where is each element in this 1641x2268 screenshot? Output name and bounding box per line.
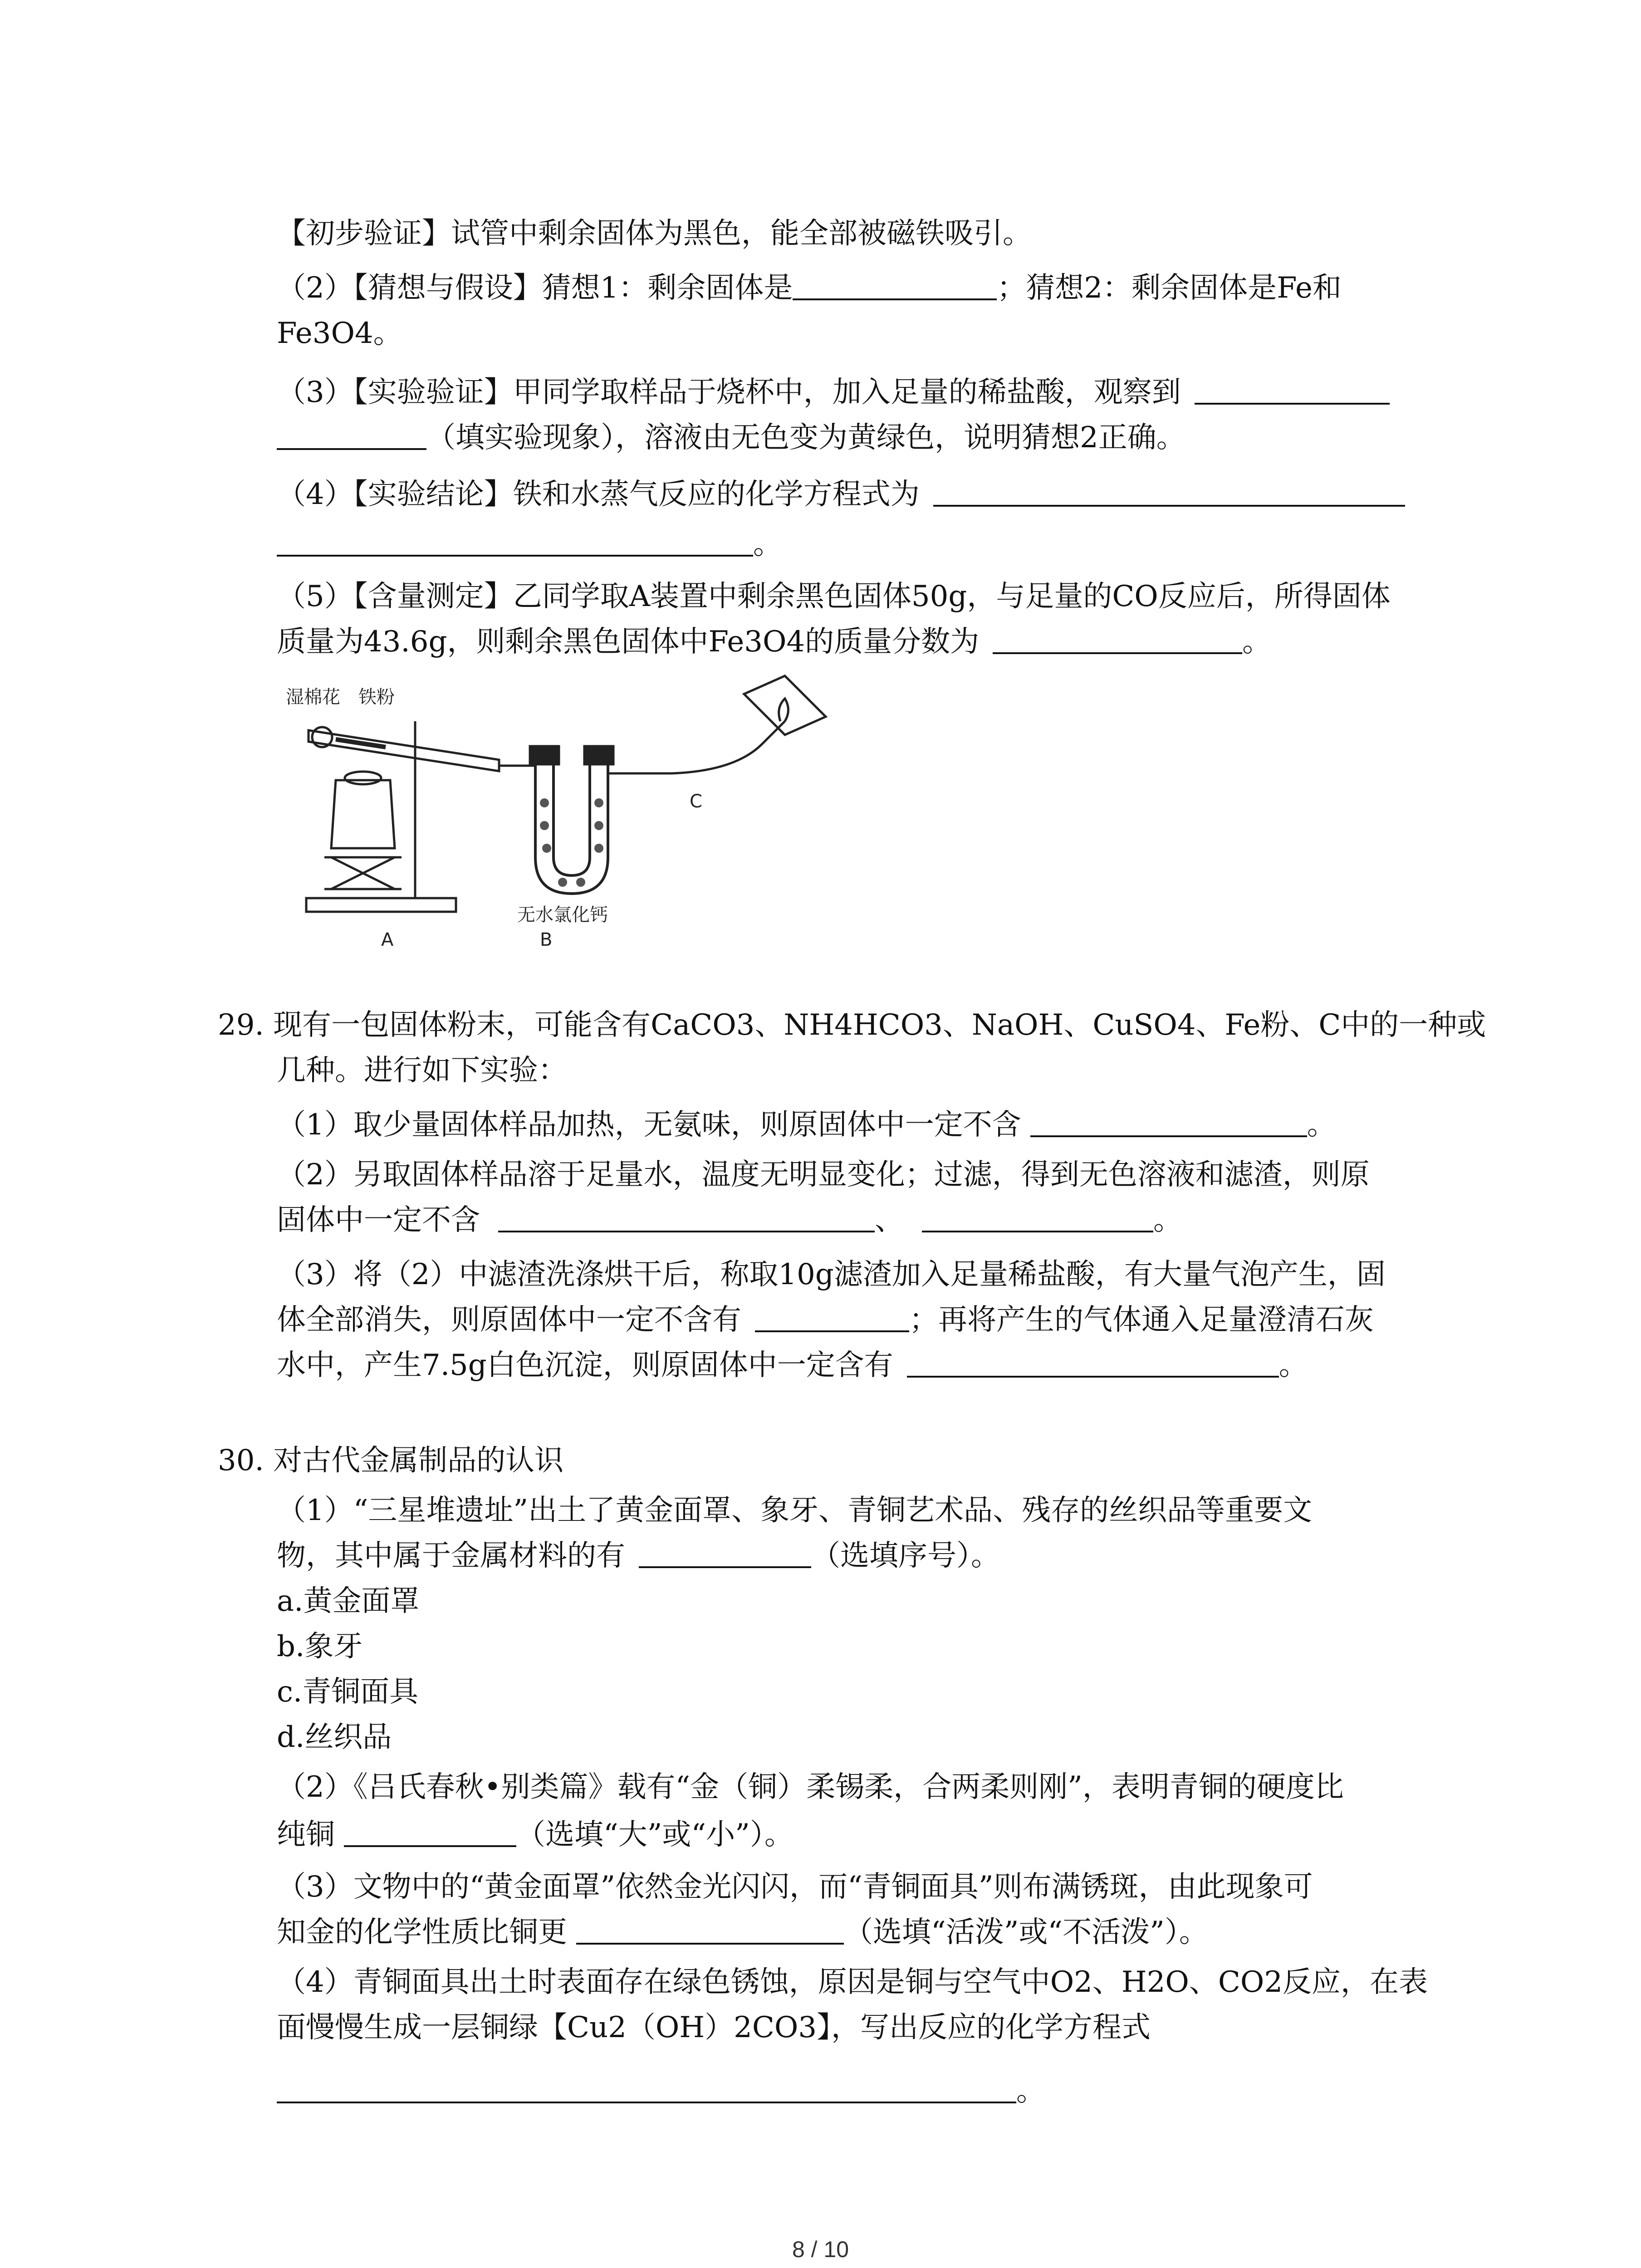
label-iron-powder: 铁粉 bbox=[358, 687, 395, 708]
q28-part2-cont: Fe3O4。 bbox=[277, 317, 402, 350]
q29-part2-text-c: 、 bbox=[875, 1203, 904, 1237]
q29-part2-blank-1[interactable] bbox=[498, 1199, 875, 1232]
q30-part3-text-b: 知金的化学性质比铜更 bbox=[277, 1916, 567, 1949]
q30-part1: （1）“三星堆遗址”出土了黄金面罩、象牙、青铜艺术品、残存的丝织品等重要文 bbox=[277, 1494, 1313, 1527]
q29-part2-text-d: 。 bbox=[1153, 1203, 1182, 1237]
q28-part4-text-a: （4）【实验结论】铁和水蒸气反应的化学方程式为 bbox=[277, 478, 920, 511]
q28-part4-text-b: 。 bbox=[753, 528, 782, 561]
q28-part5-cont bbox=[277, 619, 1271, 665]
beaker-c bbox=[744, 676, 826, 735]
q28-preliminary-verification: 【初步验证】试管中剩余固体为黑色，能全部被磁铁吸引。 bbox=[277, 217, 1032, 250]
q28-part5: （5）【含量测定】乙同学取A装置中剩余黑色固体50g，与足量的CO反应后，所得固体 bbox=[277, 580, 1391, 613]
cacl2-granule bbox=[576, 878, 585, 887]
delivery-tube bbox=[671, 721, 785, 773]
q28-mass-fraction-blank[interactable] bbox=[993, 621, 1242, 654]
label-apparatus-b: B bbox=[540, 929, 553, 950]
q29-part1-text-a: （1）取少量固体样品加热，无氨味，则原固体中一定不含 bbox=[277, 1108, 1021, 1142]
q28-part2-text-b: ；猜想2：剩余固体是Fe和 bbox=[997, 271, 1342, 305]
q28-equation-blank-1[interactable] bbox=[933, 473, 1405, 507]
q30-part3: （3）文物中的“黄金面罩”依然金光闪闪，而“青铜面具”则布满锈斑，由此现象可 bbox=[277, 1870, 1313, 1904]
q28-part4-cont bbox=[277, 522, 782, 567]
q28-part3-text-a: （3）【实验验证】甲同学取样品于烧杯中，加入足量的稀盐酸，观察到 bbox=[277, 376, 1181, 409]
lift-jack bbox=[324, 857, 402, 889]
stopper-right bbox=[584, 746, 613, 764]
q29-part2-cont bbox=[277, 1198, 1182, 1243]
q29-part2-blank-2[interactable] bbox=[922, 1199, 1153, 1232]
label-apparatus-c: C bbox=[690, 791, 702, 812]
q30-part4-text-c: 。 bbox=[1016, 2074, 1045, 2108]
q30-part4-cont: 面慢慢生成一层铜绿【Cu2（OH）2CO3】，写出反应的化学方程式 bbox=[277, 2011, 1151, 2044]
q28-equation-blank-2[interactable] bbox=[277, 523, 753, 557]
page-number: 8 / 10 bbox=[792, 2237, 849, 2262]
q29-stem-line2: 几种。进行如下实验： bbox=[277, 1054, 567, 1087]
cacl2-granule bbox=[542, 844, 551, 853]
q28-part5-text-b: 质量为43.6g，则剩余黑色固体中Fe3O4的质量分数为 bbox=[277, 625, 980, 659]
cacl2-granule bbox=[540, 798, 549, 807]
q28-phenomenon-blank-1[interactable] bbox=[1195, 371, 1390, 405]
cacl2-granule bbox=[558, 878, 567, 887]
q30-part4: （4）青铜面具出土时表面存在绿色锈蚀，原因是铜与空气中O2、H2O、CO2反应，在表 bbox=[277, 1965, 1428, 1999]
q30-part1-cont bbox=[277, 1533, 1000, 1579]
label-anhydrous-cacl2: 无水氯化钙 bbox=[517, 904, 608, 925]
q29-part2: （2）另取固体样品溶于足量水，温度无明显变化；过滤，得到无色溶液和滤渣，则原 bbox=[277, 1158, 1370, 1192]
q30-option-a: a.黄金面罩 bbox=[277, 1584, 420, 1618]
burner-lamp bbox=[331, 780, 395, 848]
label-wet-cotton: 湿棉花 bbox=[286, 687, 340, 708]
q30-part4-answer bbox=[277, 2068, 1045, 2114]
flame-c bbox=[779, 699, 789, 721]
q30-option-c: c.青铜面具 bbox=[277, 1675, 419, 1709]
q29-part2-text-b: 固体中一定不含 bbox=[277, 1203, 480, 1237]
q28-phenomenon-blank-2[interactable] bbox=[277, 416, 426, 450]
u-tube-inner bbox=[554, 762, 590, 875]
q30-part3-text-c: （选填“活泼”或“不活泼”）。 bbox=[844, 1916, 1208, 1949]
flame bbox=[345, 772, 381, 784]
q28-part3-cont bbox=[277, 415, 1185, 460]
q30-part2-blank[interactable] bbox=[344, 1813, 516, 1847]
q29-part3-text-c: ；再将产生的气体通入足量澄清石灰 bbox=[909, 1303, 1374, 1337]
q29-part3-blank-2[interactable] bbox=[907, 1344, 1279, 1378]
q29-part3-cont2 bbox=[277, 1343, 1308, 1388]
q30-option-b: b.象牙 bbox=[277, 1630, 363, 1663]
q30-option-d: d.丝织品 bbox=[277, 1721, 392, 1754]
q30-part2-text-b: 纯铜 bbox=[277, 1818, 335, 1852]
apparatus-figure bbox=[281, 667, 989, 957]
q28-part4 bbox=[277, 472, 1405, 517]
cacl2-granule bbox=[540, 821, 549, 830]
cacl2-granule bbox=[594, 798, 603, 807]
q29-part3-cont bbox=[277, 1297, 1374, 1343]
q29-part3-text-b: 体全部消失，则原固体中一定不含有 bbox=[277, 1303, 741, 1337]
q30-part2-cont bbox=[277, 1812, 794, 1857]
q29-part1-blank[interactable] bbox=[1030, 1104, 1307, 1137]
q30-part1-text-b: 物，其中属于金属材料的有 bbox=[277, 1539, 625, 1573]
stand-base bbox=[306, 898, 456, 912]
q28-part5-text-c: 。 bbox=[1242, 625, 1272, 659]
q29-part1 bbox=[277, 1102, 1336, 1148]
q29-part3-text-e: 。 bbox=[1279, 1349, 1308, 1382]
test-tube bbox=[309, 730, 499, 771]
q28-guess1-blank[interactable] bbox=[793, 267, 997, 300]
q30-part3-blank[interactable] bbox=[576, 1911, 844, 1945]
q28-part2-text-a: （2）【猜想与假设】猜想1：剩余固体是 bbox=[277, 271, 793, 305]
q30-part2: （2）《吕氏春秋•别类篇》载有“金（铜）柔锡柔，合两柔则刚”，表明青铜的硬度比 bbox=[277, 1770, 1344, 1804]
q28-part3 bbox=[277, 370, 1390, 415]
q29-part1-text-b: 。 bbox=[1307, 1108, 1336, 1142]
cacl2-granule bbox=[594, 844, 603, 853]
q30-part1-text-c: （选填序号）。 bbox=[811, 1539, 1000, 1573]
q30-part1-blank[interactable] bbox=[639, 1535, 811, 1568]
label-apparatus-a: A bbox=[381, 929, 394, 950]
stopper-left bbox=[530, 746, 559, 764]
q29-part3-blank-1[interactable] bbox=[755, 1299, 909, 1332]
q28-part2 bbox=[277, 265, 1342, 311]
q30-part2-text-c: （选填“大”或“小”）。 bbox=[516, 1818, 794, 1852]
q29-part3-text-d: 水中，产生7.5g白色沉淀，则原固体中一定含有 bbox=[277, 1349, 893, 1382]
q30-equation-blank[interactable] bbox=[277, 2070, 1016, 2103]
q29-stem-line1: 29. 现有一包固体粉末，可能含有CaCO3、NH4HCO3、NaOH、CuSO4、Fe粉、C中的一种或 bbox=[218, 1008, 1486, 1042]
q28-part3-text-b: （填实验现象），溶液由无色变为黄绿色，说明猜想2正确。 bbox=[426, 421, 1185, 455]
q30-stem: 30. 对古代金属制品的认识 bbox=[218, 1444, 564, 1477]
q29-part3: （3）将（2）中滤渣洗涤烘干后，称取10g滤渣加入足量稀盐酸，有大量气泡产生，固 bbox=[277, 1258, 1386, 1291]
q30-part3-cont bbox=[277, 1910, 1208, 1955]
cacl2-granule bbox=[594, 821, 603, 830]
